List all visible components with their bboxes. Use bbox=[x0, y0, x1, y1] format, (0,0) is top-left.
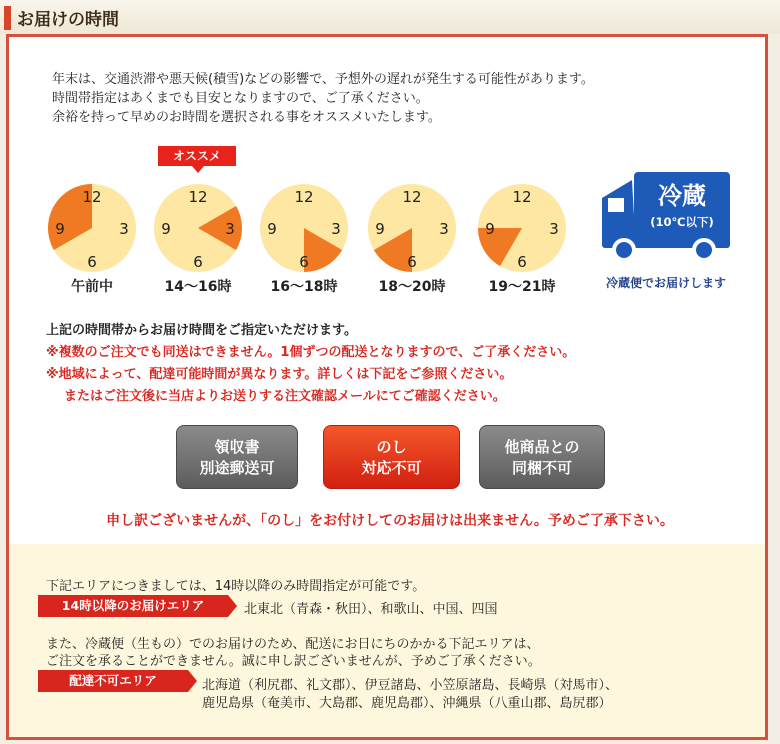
cool-notice-line: ご注文を承ることができません。誠に申し訳ございませんが、予めご了承ください。 bbox=[46, 654, 541, 669]
clock-number: 12 bbox=[512, 188, 532, 206]
undeliverable-regions: 北海道（利尻郡、礼文郡）、伊豆諸島、小笠原諸島、長崎県（対馬市）、 bbox=[202, 678, 619, 693]
info-warning: またはご注文後に当店よりお送りする注文確認メールにてご確認ください。 bbox=[64, 389, 506, 404]
clock-number: 12 bbox=[294, 188, 314, 206]
info-warning: ※地域によって、配達可能時間が異なります。詳しくは下記をご参照ください。 bbox=[46, 367, 513, 382]
clock-number: 3 bbox=[439, 220, 449, 238]
notice-line: 余裕を持って早めのお時間を選択される事をオススメいたします。 bbox=[52, 110, 441, 125]
noshi-apology: 申し訳ございませんが、「のし」をお付けしてのお届けは出来ません。予めご了承下さい。 bbox=[106, 513, 674, 529]
clock-number: 12 bbox=[188, 188, 208, 206]
clock-number: 3 bbox=[119, 220, 129, 238]
receipt-button[interactable] bbox=[176, 425, 298, 489]
info-warning: ※複数のご注文でも同送はできません。1個ずつの配送となりますので、ご了承ください。 bbox=[46, 345, 576, 360]
cool-notice-line: また、冷蔵便（生もの）でのお届けのため、配送にお日にちのかかる下記エリアは、 bbox=[46, 637, 540, 652]
clock-number: 9 bbox=[161, 220, 171, 238]
time-slot-label: 18〜20時 bbox=[378, 279, 446, 295]
section-title: お届けの時間 bbox=[17, 10, 119, 30]
clock-number: 9 bbox=[267, 220, 277, 238]
bundle-button-line1: 他商品との bbox=[504, 438, 580, 456]
clock-number: 6 bbox=[193, 253, 203, 271]
year-end-notice bbox=[52, 70, 594, 127]
time-slot-label: 16〜18時 bbox=[270, 279, 338, 295]
undeliverable-regions: 鹿児島県（奄美市、大島郡、鹿児島郡）、沖縄県（八重山郡、島尻郡） bbox=[202, 696, 612, 711]
notice-line: 年末は、交通渋滞や悪天候(積雪)などの影響で、予想外の遅れが発生する可能性があります。 bbox=[52, 72, 594, 87]
area-intro: 下記エリアにつきましては、14時以降のみ時間指定が可能です。 bbox=[46, 579, 426, 594]
clock-face-icon bbox=[153, 183, 243, 273]
clock-number: 9 bbox=[485, 220, 495, 238]
info-line: 上記の時間帯からお届け時間をご指定いただけます。 bbox=[46, 323, 357, 338]
delivery-info bbox=[46, 320, 575, 408]
time-slot-label: 午前中 bbox=[71, 279, 113, 295]
clock-number: 6 bbox=[87, 253, 97, 271]
noshi-button-line2: 対応不可 bbox=[361, 459, 422, 477]
section-header bbox=[0, 0, 780, 34]
notice-line: 時間帯指定はあくまでも目安となりますので、ご了承ください。 bbox=[52, 91, 429, 106]
undeliverable-area-label: 配達不可エリア bbox=[38, 670, 188, 692]
clock-number: 9 bbox=[55, 220, 65, 238]
noshi-button-line1: のし bbox=[376, 438, 407, 456]
clock-number: 12 bbox=[82, 188, 102, 206]
receipt-button-line1: 領収書 bbox=[214, 438, 260, 456]
bundle-button-line2: 同梱不可 bbox=[511, 459, 572, 477]
refrigerated-truck-icon bbox=[598, 168, 734, 266]
after-14-area-label: 14時以降のお届けエリア bbox=[38, 595, 228, 617]
clock-number: 3 bbox=[225, 220, 235, 238]
after-14-regions: 北東北（青森・秋田）、和歌山、中国、四国 bbox=[244, 602, 498, 617]
recommend-badge: オススメ bbox=[158, 146, 236, 166]
clock-face-icon bbox=[259, 183, 349, 273]
clock-face-icon bbox=[477, 183, 567, 273]
truck-title: 冷蔵 bbox=[658, 182, 706, 210]
receipt-button-line2: 別途郵送可 bbox=[199, 459, 275, 477]
bundle-button[interactable] bbox=[479, 425, 605, 489]
truck-temperature: (10℃以下) bbox=[650, 215, 714, 229]
noshi-button[interactable] bbox=[323, 425, 460, 489]
clock-number: 3 bbox=[331, 220, 341, 238]
clock-number: 6 bbox=[517, 253, 527, 271]
refrigerated-caption: 冷蔵便でお届けします bbox=[605, 276, 726, 290]
time-slot-label: 19〜21時 bbox=[488, 279, 556, 295]
clock-number: 6 bbox=[299, 253, 309, 271]
clock-number: 6 bbox=[407, 253, 417, 271]
time-slot-label: 14〜16時 bbox=[164, 279, 232, 295]
clock-number: 12 bbox=[402, 188, 422, 206]
clock-face-icon bbox=[47, 183, 137, 273]
clock-number: 3 bbox=[549, 220, 559, 238]
header-accent-bar bbox=[4, 6, 11, 30]
clock-face-icon bbox=[367, 183, 457, 273]
clock-number: 9 bbox=[375, 220, 385, 238]
